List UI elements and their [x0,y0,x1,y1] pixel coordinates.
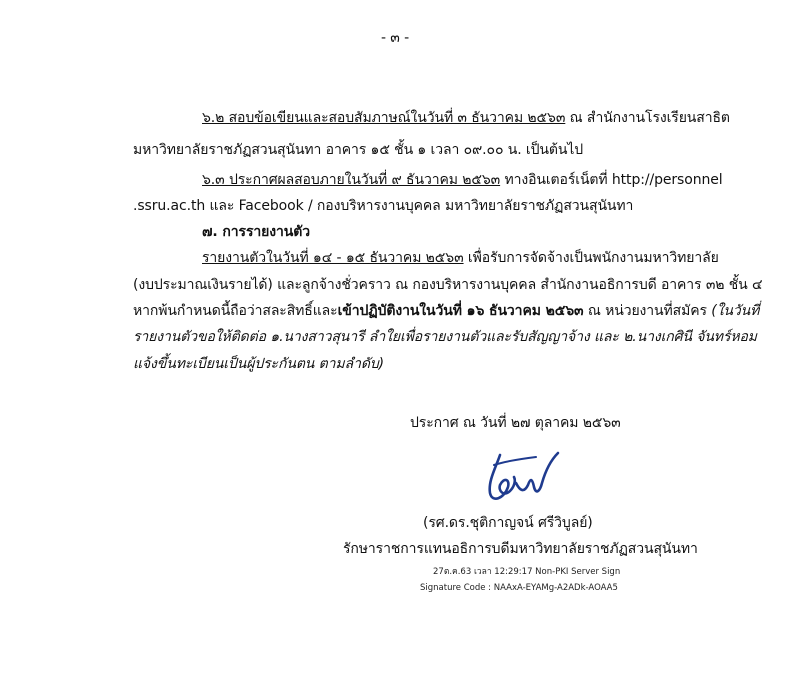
report-line2: (งบประมาณเงินรายได้) และลูกจ้างชั่วคราว ณ กองบริหารงานบุคคล สำนักงานอธิการบดี อาคาร ๓๒ ชั้น ๔ [133,277,763,293]
item-6-2-date: ๖.๒ สอบข้อเขียนและสอบสัมภาษณ์ในวันที่ ๓ ธันวาคม ๒๕๖๓ [202,110,566,126]
report-forfeit: หากพ้นกำหนดนี้ถือว่าสละสิทธิ์และ [133,303,338,319]
item-6-3-url: ทางอินเตอร์เน็ตที่ http://personnel [500,172,723,188]
report-dates: รายงานตัวในวันที่ ๑๔ - ๑๕ ธันวาคม ๒๕๖๓ [202,250,464,266]
item-6-2-location: ณ สำนักงานโรงเรียนสาธิต [565,110,730,126]
signature-code: Signature Code : NAAxA-EYAMg-A2ADk-AOAA5 [420,583,618,593]
report-unit: ณ หน่วยงานที่สมัคร [583,303,712,319]
item-6-3-line2: .ssru.ac.th และ Facebook / กองบริหารงานบุคคล มหาวิทยาลัยราชภัฏสวนสุนันทา [133,198,634,214]
report-line5: แจ้งขึ้นทะเบียนเป็นผู้ประกันตน ตามลำดับ) [133,356,384,372]
sign-timestamp: 27ต.ค.63 เวลา 12:29:17 Non-PKI Server Sign [433,567,621,577]
signer-name: (รศ.ดร.ชุติกาญจน์ ศรีวิบูลย์) [423,515,593,531]
report-note-start: (ในวันที่ [711,303,760,319]
report-start-date: เข้าปฏิบัติงานในวันที่ ๑๖ ธันวาคม ๒๕๖๓ [337,303,584,319]
item-6-2-line1 [202,108,730,128]
page-number: - ๓ - [381,30,410,46]
item-6-3-line1 [202,170,723,190]
signer-title: รักษาราชการแทนอธิการบดีมหาวิทยาลัยราชภัฏสวนสุนันทา [343,541,698,557]
announcement-date: ประกาศ ณ วันที่ ๒๗ ตุลาคม ๒๕๖๓ [410,415,621,431]
item-6-2-line2: มหาวิทยาลัยราชภัฏสวนสุนันทา อาคาร ๑๕ ชั้น ๑ เวลา ๐๙.๐๐ น. เป็นต้นไป [133,142,584,158]
report-line3 [133,301,759,321]
item-6-3-date: ๖.๓ ประกาศผลสอบภายในวันที่ ๙ ธันวาคม ๒๕๖๓ [202,172,501,188]
handwritten-signature [478,447,560,509]
report-purpose: เพื่อรับการจัดจ้างเป็นพนักงานมหาวิทยาลัย [463,250,719,266]
report-line1 [202,248,719,268]
section-7-heading: ๗. การรายงานตัว [202,224,310,240]
report-line4: รายงานตัวขอให้ติดต่อ ๑.นางสาวสุนารี ลำใยเพื่อรายงานตัวและรับสัญญาจ้าง และ ๒.นางเกศินี จันทร์หอม [133,329,757,345]
